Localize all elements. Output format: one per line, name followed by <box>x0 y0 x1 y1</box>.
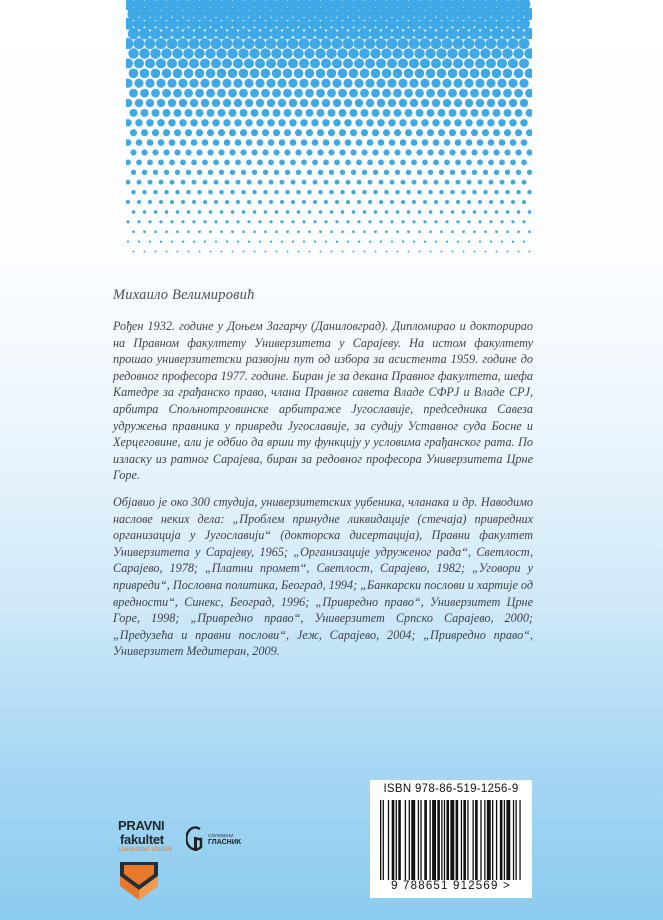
isbn-number: ISBN 978-86-519-1256-9 <box>383 783 519 795</box>
author-works: Објавио је око 300 студија, универзитетских уџбеника, чланака и др. Наводимо наслове неких дела: „Проблем принудне ликвидације (стечаја) привредних организација у Југославији“ (докторска дисертација), Правни факултет Универзитета у Сарајеву, 1965; „Организације удружeног рада“, Светлост, Сарајево, 1978; „Платни промет“, Светлост, Сарајево, 1982; „Уговори у привреди“, Пословна политика, Београд, 1994; „Банкарски послови и хартије од вредности“, Синекс, Београд, 1996; „Привредно право“, Универзитет Црне Горе, 1998; „Привредно право“, Универзитет Српско Сарајево, 2000; „Предузећа и правни послови“, Јеж, Сарајево, 2004; „Привредно право“, Универзитет Медитеран, 2009. <box>113 495 534 659</box>
glasnik-label: ГЛАСНИК <box>208 839 242 846</box>
sluzbeni-glasnik-logo <box>186 825 248 855</box>
isbn-barcode <box>370 780 532 898</box>
pravni-fakultet-logo <box>118 818 180 904</box>
glasnik-label-small: СЛУЖБЕНИ <box>208 833 234 838</box>
logo-text-fakultet: fakultet <box>120 832 164 847</box>
halftone-dot-pattern <box>126 0 532 258</box>
barcode-bars <box>380 800 522 880</box>
logo-text-pravni: PRAVNI <box>118 818 165 833</box>
logo-text-univerzitet: Univerzitet UNION <box>119 847 172 853</box>
glasnik-g-icon <box>186 825 206 853</box>
author-name: Михаило Велимировић <box>113 287 255 303</box>
ean-digits: 9 788651 912569 > <box>391 880 511 892</box>
author-biography: Рођен 1932. године у Доњем Загарчу (Даниловград). Дипломирао и докторирао на Правном факултету Универзитета у Сарајеву. На истом факултету прошао универзитетски развојни пут од избора за асистента 1959. године до редовног професора 1977. године. Биран је за декана Правног факултета, шефа Катедре за грађанско право, члана Правног савета Владе СФРЈ и Владе СРЈ, арбитра Спољнотрговинске арбитраже Југославије, председника Савеза удружења правника у привреди Југославије, за судију Уставног суда Босне и Херцеговине, али је одбио да врши ту функцију у условима грађанског рата. По изласку из ратног Сарајева, биран за редовног професора Универзитета Црне Горе. <box>113 319 533 483</box>
book-icon <box>116 856 162 902</box>
